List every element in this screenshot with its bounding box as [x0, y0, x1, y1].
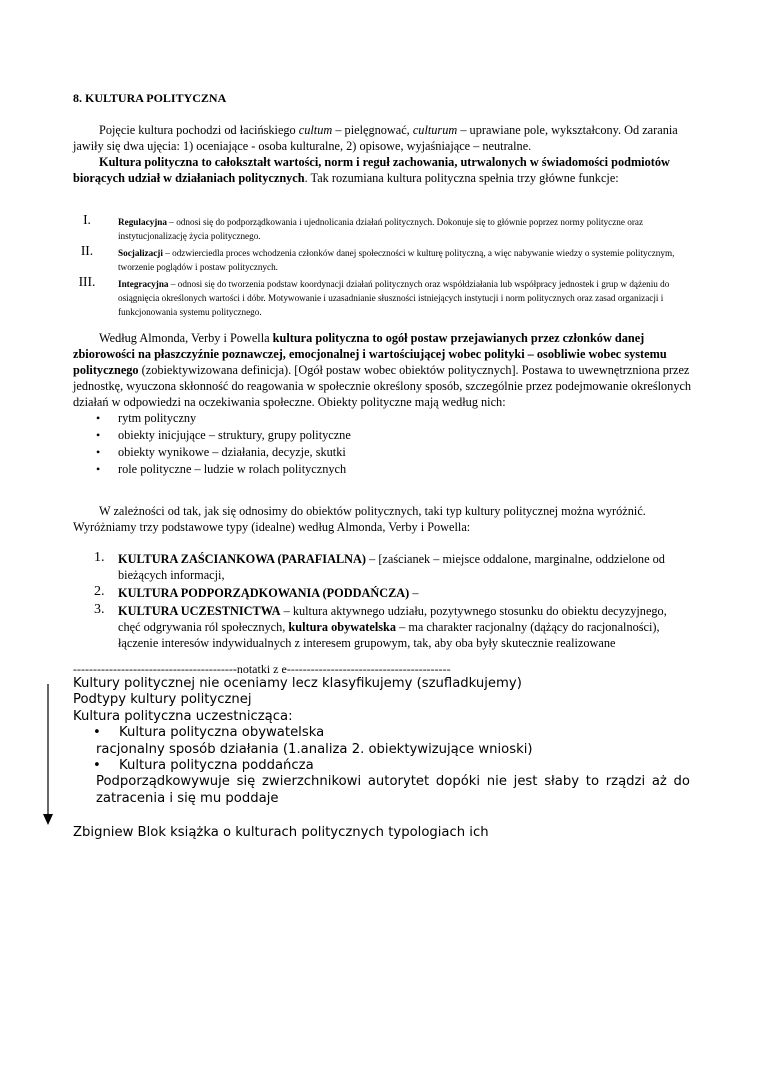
type-description: – [zaścianek – miejsce oddalone, marginalne, oddzielone od bieżących informacji, [118, 552, 665, 582]
list-item [75, 212, 687, 243]
bullet-icon: • [96, 445, 101, 459]
list-item [75, 274, 687, 319]
almond-section [73, 330, 695, 478]
list-item [90, 603, 690, 651]
almond-definition-bold: kultura polityczna to ogół postaw przejawianych przez członków danej zbiorowości na płaszczyźnie poznawczej, emocjonalnej i wartościującej wobec polityki – osobliwie wobec systemu politycznego [73, 331, 667, 377]
type-name: KULTURA PODPORZĄDKOWANIA (PODDAŃCZA) [118, 586, 410, 600]
list-item [90, 585, 690, 601]
list-item [73, 758, 690, 774]
list-number: 3. [94, 602, 105, 617]
notes-detail: Podporządkowywuje się zwierzchnikowi autorytet dopóki nie jest słaby to rządzi aż do zatracenia i się mu poddaje [96, 774, 690, 806]
notes-detail: racjonalny sposób działania (1.analiza 2. obiektywizujące wnioski) [96, 741, 533, 757]
function-description: – odzwierciedla proces wchodzenia członków danej społeczności w kulturę polityczną, a więc nabywanie wiedzy o systemie politycznym, tworzenie poglądów i postaw politycznych. [118, 248, 675, 272]
definition-paragraph [73, 154, 695, 186]
almond-text-a: Według Almonda, Verby i Powella [99, 331, 273, 345]
list-item-text: rytm polityczny [118, 411, 197, 425]
list-item [73, 427, 695, 444]
roman-numeral: III. [78, 274, 96, 289]
type-description: – kultura aktywnego udziału, pozytywnego stosunku do obiektu decyzyjnego, chęć odgrywania ról społecznych, [118, 604, 667, 634]
list-item-text: Kultura polityczna obywatelska [119, 725, 325, 741]
intro-text-b: – pielęgnować, [332, 123, 413, 137]
list-item-text: obiekty inicjujące – struktury, grupy polityczne [118, 428, 351, 442]
page-title: 8. KULTURA POLITYCZNA [73, 91, 227, 105]
type-term-bold: kultura obywatelska [288, 620, 397, 634]
types-intro-paragraph: W zależności od tak, jak się odnosimy do obiektów politycznych, taki typ kultury politycznej można wyróżnić. Wyróżniamy trzy podstawowe typy (idealne) według Almonda, Verby i Powella: [73, 504, 646, 534]
type-name: KULTURA ZAŚCIANKOWA (PARAFIALNA) [118, 552, 367, 566]
type-description: – [409, 586, 419, 600]
function-description: – odnosi się do podporządkowania i ujednolicania działań politycznych. Dokonuje się to głównie poprzez normy polityczne oraz instytucjonalizację życia politycznego. [118, 217, 644, 241]
list-item [75, 243, 687, 274]
bullet-icon: • [93, 725, 101, 741]
notes-line: Kultura polityczna uczestnicząca: [73, 708, 293, 724]
bullet-icon: • [93, 758, 101, 774]
definition-bold: Kultura polityczna to całokształt wartości, norm i reguł zachowania, utrwalonych w świadomości podmiotów biorących udział w działaniach politycznych [73, 155, 670, 185]
list-item-text: obiekty wynikowe – działania, decyzje, skutki [118, 445, 346, 459]
bullet-icon: • [96, 462, 101, 476]
down-arrow-icon [41, 684, 55, 826]
list-item-text: Kultura polityczna poddańcza [119, 758, 314, 774]
intro-paragraph [73, 122, 695, 154]
notes-separator: -----------------------------------------notatki z e----------------------------------------- [73, 662, 451, 676]
list-item [73, 725, 690, 741]
definition-rest: . Tak rozumiana kultura polityczna spełnia trzy główne funkcje: [304, 171, 619, 185]
type-name: KULTURA UCZESTNICTWA [118, 604, 281, 618]
type-description-continued: – ma charakter racjonalny (dążący do racjonalności), łączenie interesów indywidualnych z interesem grupowym, tak, aby oba były skutecznie realizowane [118, 620, 660, 650]
term-cultum: cultum [298, 123, 333, 137]
list-item [73, 444, 695, 461]
list-item [90, 551, 690, 583]
notes-line: Zbigniew Blok książka o kulturach politycznych typologiach ich [73, 825, 489, 841]
function-term: Integracyjna [118, 279, 169, 289]
term-culturum: culturum [412, 123, 458, 137]
roman-numeral: I. [83, 212, 91, 227]
notes-section [73, 676, 690, 842]
function-term: Regulacyjna [118, 217, 167, 227]
functions-list [75, 212, 687, 322]
list-item [73, 410, 695, 427]
list-item [73, 461, 695, 478]
intro-section [73, 122, 695, 186]
notes-line: Podtypy kultury politycznej [73, 692, 252, 708]
bullet-icon: • [96, 411, 101, 425]
list-number: 2. [94, 584, 105, 599]
list-number: 1. [94, 550, 105, 565]
bullet-icon: • [96, 428, 101, 442]
almond-paragraph [73, 330, 695, 410]
function-description: – odnosi się do tworzenia podstaw koordynacji działań politycznych oraz współdziałania lub współpracy jednostek i grup w dążeniu do osiągnięcia określonych wartości i dóbr. Motywowanie i uzasadnianie słuszności istniejących instytucji i norm politycznych oraz zasad organizacji i funkcjonowania systemu politycznego. [118, 279, 670, 317]
function-term: Socjalizacji [118, 248, 163, 258]
list-item-text: role polityczne – ludzie w rolach politycznych [118, 462, 347, 476]
intro-text-c: – uprawiane pole, wykształcony. Od zarania jawiły się dwa ujęcia: 1) oceniające - osoba kulturalne, 2) opisowe, wyjaśniające – neutralne. [73, 123, 678, 153]
almond-text-b: (zobiektywizowana definicja). [Ogół postaw wobec obiektów politycznych]. Postawa to uwewnętrzniona przez jednostkę, wyuczona skłonność do reagowania w społecznie określony sposób, szczególnie przez podejmowanie określonych działań w odpowiedzi na oczekiwania społeczne. Obiekty polityczne mają według nich: [73, 363, 692, 409]
political-objects-list [73, 410, 695, 478]
intro-text-a: Pojęcie kultura pochodzi od łacińskiego [99, 123, 299, 137]
notes-line: Kultury politycznej nie oceniamy lecz klasyfikujemy (szufladkujemy) [73, 676, 522, 691]
culture-types-list [90, 551, 690, 653]
roman-numeral: II. [80, 243, 94, 258]
